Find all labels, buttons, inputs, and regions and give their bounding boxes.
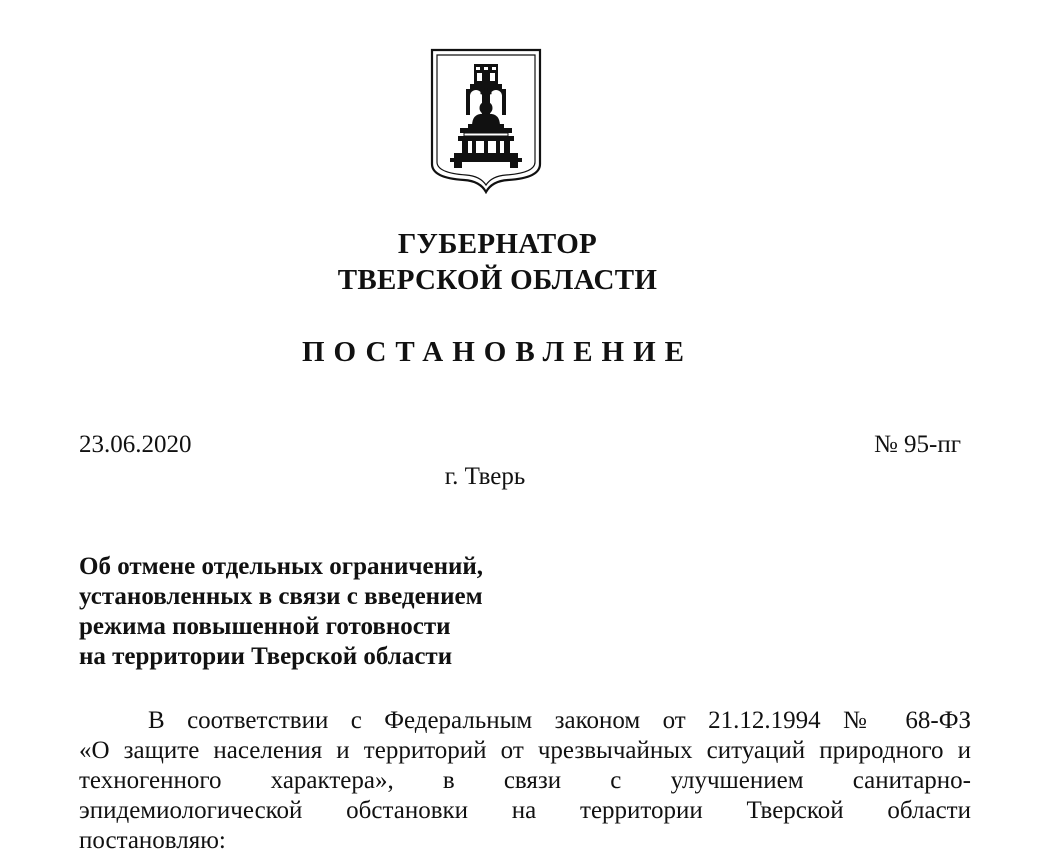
body-line: эпидемиологической обстановки на территории Тверской области [79,797,971,824]
body-line: «О защите населения и территорий от чрезвычайных ситуаций природного и [79,737,971,764]
org-name-line2: ТВЕРСКОЙ ОБЛАСТИ [337,264,658,296]
body-line: В соответствии с Федеральным законом от 21.12.1994 № 68-ФЗ [148,707,971,734]
document-subject [79,552,599,672]
document-body-paragraph [79,706,971,856]
subject-line: установленных в связи с введением [79,583,483,610]
coat-of-arms-icon [428,46,544,194]
document-date: 23.06.2020 [79,431,192,458]
subject-line: режима повышенной готовности [79,613,451,640]
subject-line: на территории Тверской области [79,643,453,670]
body-line: постановляю: [79,827,226,854]
org-name-line1: ГУБЕРНАТОР [397,228,598,260]
body-line: техногенного характера», в связи с улучшением санитарно- [79,767,971,794]
subject-line: Об отмене отдельных ограничений, [79,553,484,580]
document-number: № 95-пг [873,431,961,458]
document-type-title: ПОСТАНОВЛЕНИЕ [301,336,693,368]
document-city: г. Тверь [444,463,526,490]
